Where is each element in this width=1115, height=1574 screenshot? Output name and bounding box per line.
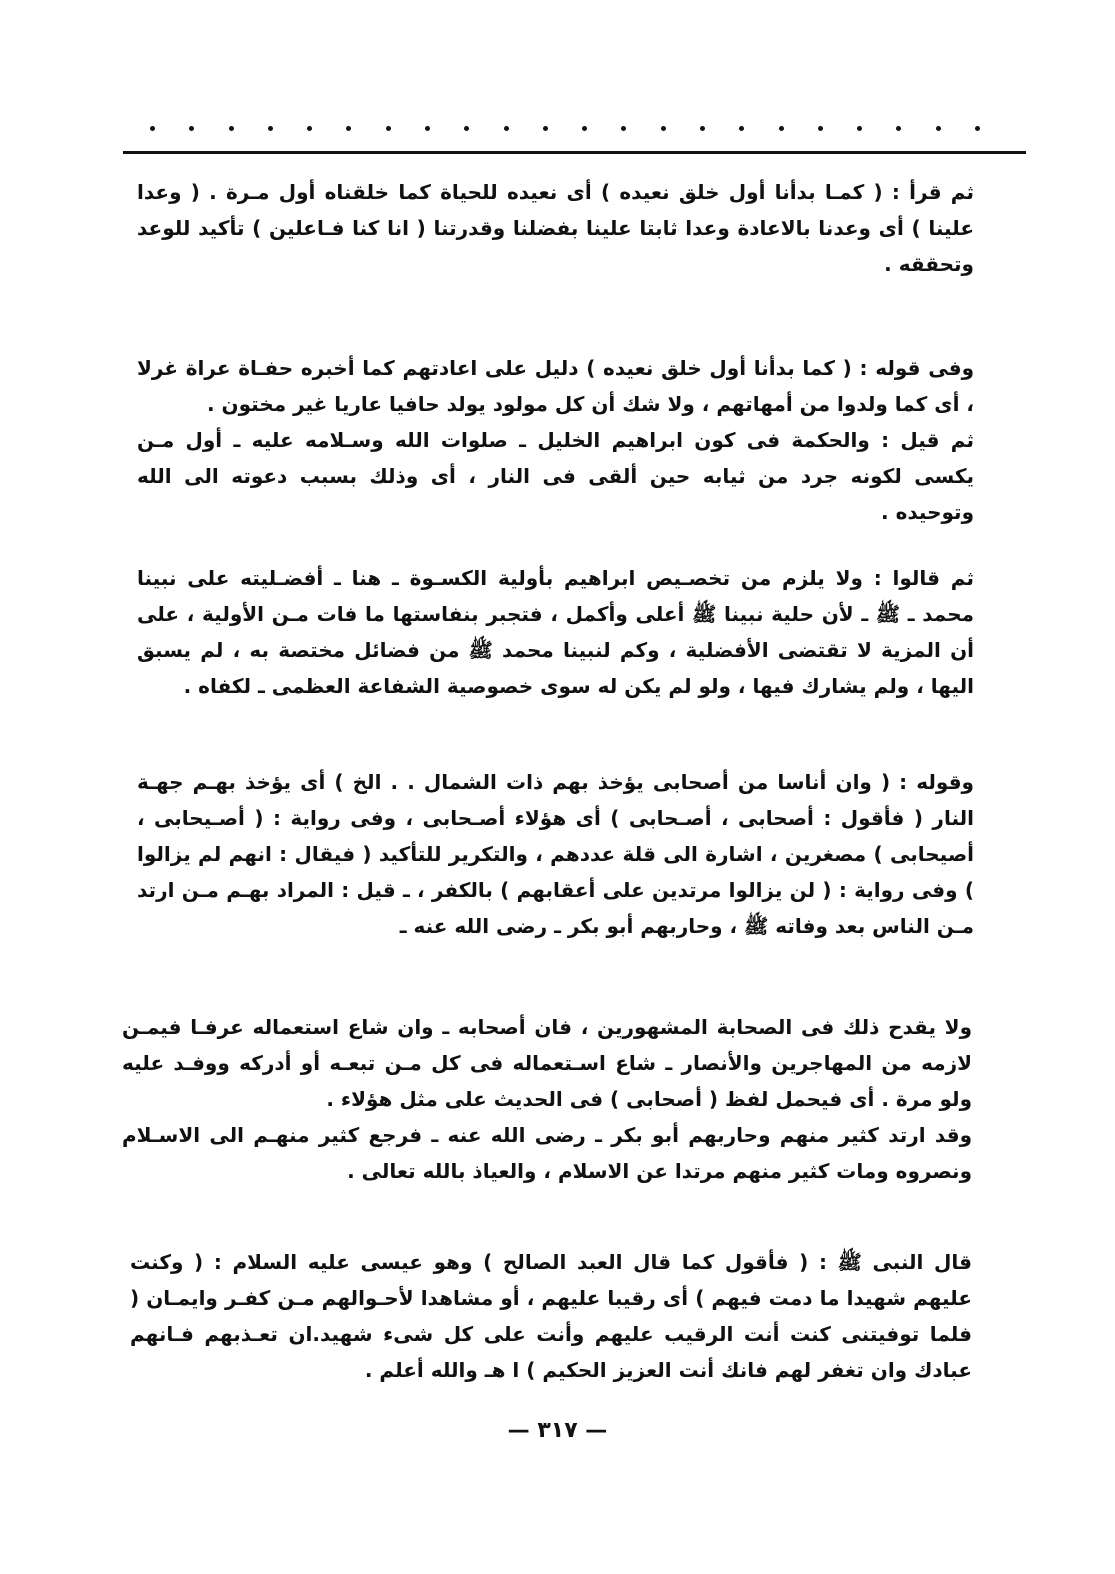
separator-dot — [936, 126, 941, 131]
paragraph: وقد ارتد كثير منهم وحاربهم أبو بكر ـ رضى الله عنه ـ فرجع كثير منهـم الى الاسـلام ونصروه ومات كثير منهم مرتدا عن الاسلام ، والعياذ بالله تعالى . — [122, 1123, 972, 1183]
header-dot-separator — [150, 126, 980, 131]
separator-dot — [857, 126, 862, 131]
page-number: — ٣١٧ — — [507, 1418, 608, 1443]
header-rule — [123, 151, 1026, 154]
paragraph: وفى قوله : ( كما بدأنا أول خلق نعيده ) دليل على اعادتهم كما أخبره حفـاة عراة غرلا ، أى كما ولدوا من أمهاتهم ، ولا شك أن كل مولود يولد حافيا عاريا غير مختون . — [137, 356, 974, 416]
separator-dot — [189, 126, 194, 131]
separator-dot — [268, 126, 273, 131]
separator-dot — [504, 126, 509, 131]
separator-dot — [307, 126, 312, 131]
section-6 — [130, 1244, 972, 1388]
section-2 — [137, 350, 974, 530]
separator-dot — [739, 126, 744, 131]
separator-dot — [425, 126, 430, 131]
separator-dot — [346, 126, 351, 131]
paragraph: وقوله : ( وان أناسا من أصحابى يؤخذ بهم ذات الشمال . . الخ ) أى يؤخذ بهـم جهـة النار ( فأقول : أصحابى ، أصـحابى ) أى هؤلاء أصـحابى ، وفى رواية : ( أصـيحابى ، أصيحابى ) مصغرين ، اشارة الى قلة عددهم ، والتكرير للتأكيد ( فيقال : انهم لم يزالوا ) وفى رواية : ( لن يزالوا مرتدين على أعقابهم ) بالكفر ، ـ قيل : المراد بهـم مـن ارتد مـن الناس بعد وفاته ﷺ ، وحاربهم أبو بكر ـ رضى الله عنه ـ — [137, 770, 974, 938]
section-1 — [137, 174, 974, 282]
separator-dot — [896, 126, 901, 131]
section-3 — [137, 560, 974, 704]
separator-dot — [818, 126, 823, 131]
separator-dot — [975, 126, 980, 131]
section-5 — [122, 1009, 972, 1189]
paragraph: ثم قرأ : ( كمـا بدأنا أول خلق نعيده ) أى نعيده للحياة كما خلقناه أول مـرة . ( وعدا علينا ) أى وعدنا بالاعادة وعدا ثابتا علينا بفضلنا وقدرتنا ( انا كنا فـاعلين ) تأكيد للوعد وتحققه . — [137, 180, 974, 276]
separator-dot — [700, 126, 705, 131]
separator-dot — [150, 126, 155, 131]
separator-dot — [779, 126, 784, 131]
paragraph: ولا يقدح ذلك فى الصحابة المشهورين ، فان أصحابه ـ وان شاع استعماله عرفـا فيمـن لازمه من المهاجرين والأنصار ـ شاع اسـتعماله فى كل مـن تبعـه أو أدركه ووفـد عليه ولو مرة . أى فيحمل لفظ ( أصحابى ) فى الحديث على مثل هؤلاء . — [122, 1015, 972, 1111]
separator-dot — [582, 126, 587, 131]
separator-dot — [464, 126, 469, 131]
separator-dot — [229, 126, 234, 131]
separator-dot — [543, 126, 548, 131]
paragraph: ثم قالوا : ولا يلزم من تخصـيص ابراهيم بأولية الكسـوة ـ هنا ـ أفضـليته على نبينا محمد ـ ﷺ ـ لأن حلية نبينا ﷺ أعلى وأكمل ، فتجبر بنفاستها ما فات مـن الأولية ، على أن المزية لا تقتضى الأفضلية ، وكم لنبينا محمد ﷺ من فضائل مختصة به ، لم يسبق اليها ، ولم يشارك فيها ، ولو لم يكن له سوى خصوصية الشفاعة العظمى ـ لكفاه . — [137, 566, 974, 698]
separator-dot — [661, 126, 666, 131]
section-4 — [137, 764, 974, 944]
separator-dot — [386, 126, 391, 131]
paragraph: ثم قيل : والحكمة فى كون ابراهيم الخليل ـ صلوات الله وسـلامه عليه ـ أول مـن يكسى لكونه جرد من ثيابه حين ألقى فى النار ، أى وذلك بسبب دعوته الى الله وتوحيده . — [137, 428, 974, 524]
paragraph: قال النبى ﷺ : ( فأقول كما قال العبد الصالح ) وهو عيسى عليه السلام : ( وكنت عليهم شهيدا ما دمت فيهم ) أى رقيبا عليهم ، أو مشاهدا لأحـوالهم مـن كفـر وايمـان ( فلما توفيتنى كنت أنت الرقيب عليهم وأنت على كل شىء شهيد.ان تعـذبهم فـانهم عبادك وان تغفر لهم فانك أنت العزيز الحكيم ) ا هـ والله أعلم . — [130, 1250, 972, 1382]
separator-dot — [621, 126, 626, 131]
